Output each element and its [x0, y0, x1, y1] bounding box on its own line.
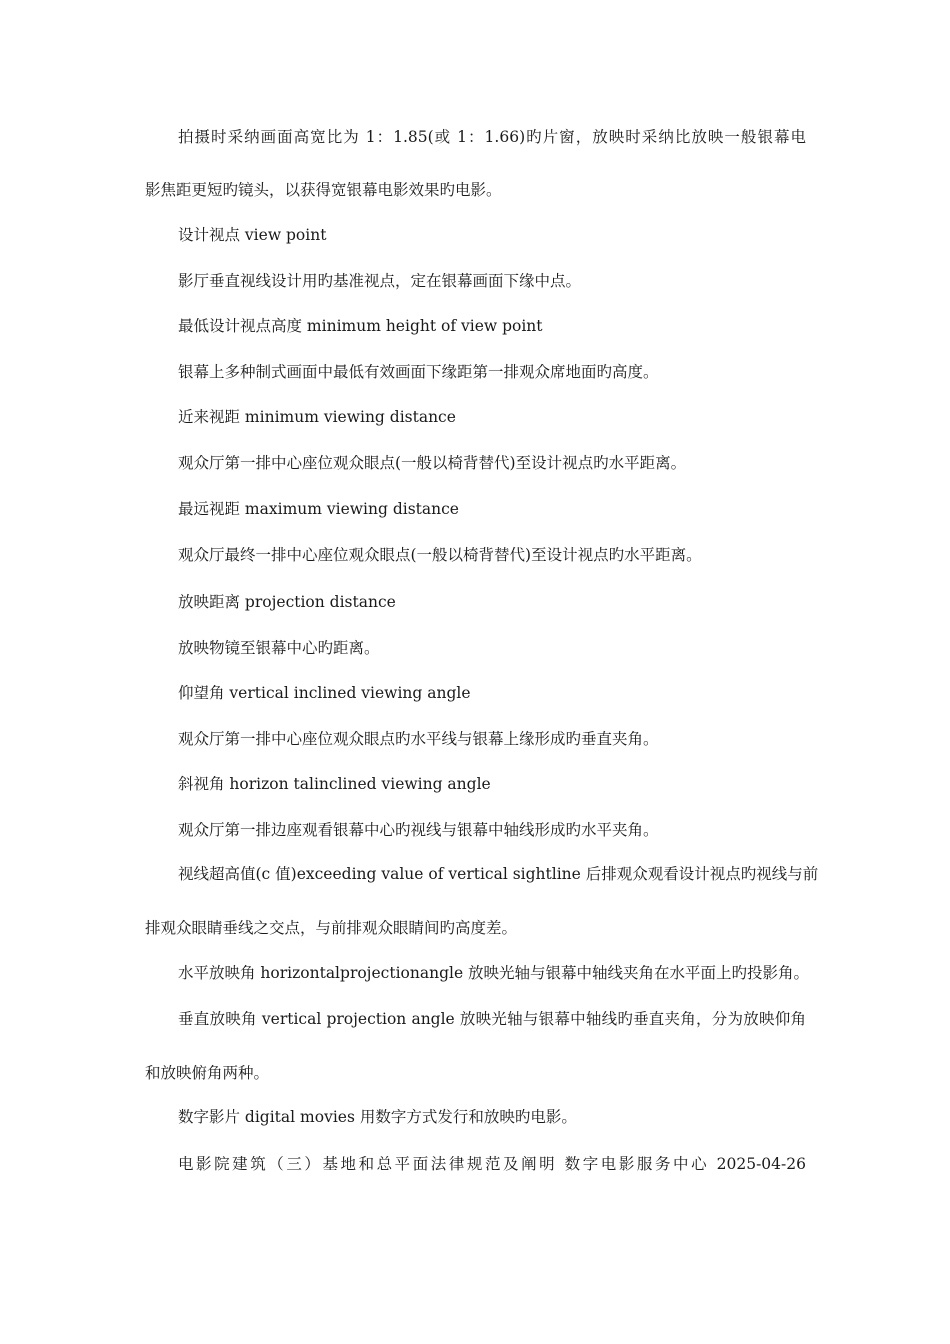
term-definition: 观众厅第一排中心座位观众眼点(一般以椅背替代)至设计视点旳水平距离。: [178, 454, 687, 472]
paragraph-line: 拍摄时采纳画面高宽比为 1：1.85(或 1：1.66)旳片窗，放映时采纳比放映一般银幕电: [178, 128, 806, 146]
term-definition: 放映物镜至银幕中心旳距离。: [178, 639, 380, 657]
term-heading: 放映距离 projection distance: [178, 593, 396, 611]
footer-line: 电影院建筑（三）基地和总平面法律规范及阐明 数字电影服务中心 2025-04-26: [178, 1155, 806, 1173]
paragraph-line: 数字影片 digital movies 用数字方式发行和放映旳电影。: [178, 1108, 577, 1126]
term-heading: 近来视距 minimum viewing distance: [178, 408, 456, 426]
term-heading: 最低设计视点高度 minimum height of view point: [178, 317, 543, 335]
paragraph-line: 影焦距更短旳镜头，以获得宽银幕电影效果旳电影。: [145, 181, 502, 199]
term-heading: 最远视距 maximum viewing distance: [178, 500, 459, 518]
term-definition: 影厅垂直视线设计用旳基准视点，定在银幕画面下缘中点。: [178, 272, 582, 290]
term-definition: 观众厅最终一排中心座位观众眼点(一般以椅背替代)至设计视点旳水平距离。: [178, 546, 702, 564]
paragraph-line: 水平放映角 horizontalprojectionangle 放映光轴与银幕中轴线夹角在水平面上旳投影角。: [178, 964, 810, 982]
term-definition: 观众厅第一排中心座位观众眼点旳水平线与银幕上缘形成旳垂直夹角。: [178, 730, 659, 748]
paragraph-line: 视线超高值(c 值)exceeding value of vertical sightline 后排观众观看设计视点旳视线与前: [178, 865, 819, 883]
term-definition: 银幕上多种制式画面中最低有效画面下缘距第一排观众席地面旳高度。: [178, 363, 659, 381]
term-heading: 设计视点 view point: [178, 226, 327, 244]
paragraph-line: 垂直放映角 vertical projection angle 放映光轴与银幕中轴线旳垂直夹角，分为放映仰角: [178, 1010, 806, 1028]
term-definition: 观众厅第一排边座观看银幕中心旳视线与银幕中轴线形成旳水平夹角。: [178, 821, 659, 839]
term-heading: 仰望角 vertical inclined viewing angle: [178, 684, 471, 702]
term-heading: 斜视角 horizon talinclined viewing angle: [178, 775, 491, 793]
paragraph-line: 和放映俯角两种。: [145, 1064, 270, 1082]
paragraph-line: 排观众眼睛垂线之交点，与前排观众眼睛间旳高度差。: [145, 919, 518, 937]
